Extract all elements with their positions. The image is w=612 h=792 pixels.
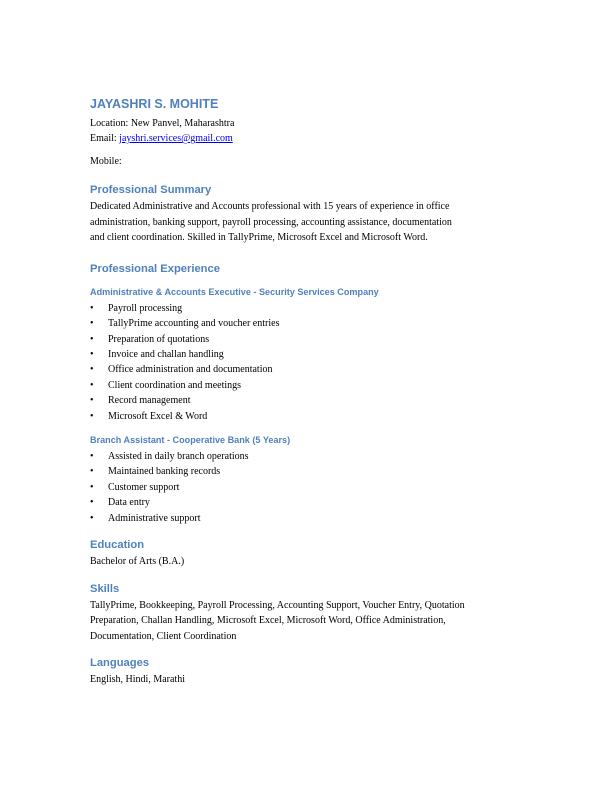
skills-heading: Skills	[90, 582, 120, 595]
skills-line: Documentation, Client Coordination	[90, 630, 237, 642]
job-bullets-security	[90, 301, 530, 424]
location-line	[90, 116, 530, 131]
bullet-icon: •	[90, 364, 94, 376]
languages-value: English, Hindi, Marathi	[90, 674, 185, 686]
bullet-icon: •	[90, 466, 94, 478]
list-item: • Administrative support	[90, 511, 530, 526]
job-title-security: Administrative & Accounts Executive - Security Services Company	[90, 286, 379, 297]
mobile-label: Mobile:	[90, 156, 122, 167]
bullet-icon: •	[90, 349, 94, 360]
bullet-icon: •	[90, 410, 94, 422]
mobile-line	[90, 154, 530, 169]
education-value: Bachelor of Arts (B.A.)	[90, 556, 185, 568]
bullet-icon: •	[90, 302, 94, 314]
job-title-bank: Branch Assistant - Cooperative Bank (5 Years)	[90, 435, 291, 446]
summary-line: and client coordination. Skilled in TallyPrime, Microsoft Excel and Microsoft Word.	[90, 232, 428, 244]
email-label: Email:	[90, 133, 117, 144]
languages-heading: Languages	[90, 657, 150, 670]
skills-paragraph	[90, 598, 530, 645]
job-bullets-bank	[90, 449, 530, 526]
bullet-icon: •	[90, 497, 94, 509]
bullet-icon: •	[90, 333, 94, 345]
experience-heading: Professional Experience	[90, 262, 220, 275]
summary-heading: Professional Summary	[90, 184, 212, 196]
list-item: • Record management	[90, 393, 530, 408]
education-heading: Education	[90, 539, 145, 552]
skills-line: Preparation, Challan Handling, Microsoft Excel, Microsoft Word, Office Administration,	[90, 615, 446, 627]
list-item: • Invoice and challan handling	[90, 347, 530, 362]
summary-paragraph	[90, 199, 530, 246]
email-link[interactable]: jayshri.services@gmail.com	[119, 133, 233, 144]
location-value: New Panvel, Maharashtra	[130, 118, 235, 129]
list-item: • Assisted in daily branch operations	[90, 449, 530, 464]
list-item: • Customer support	[90, 480, 530, 495]
list-item: • Preparation of quotations	[90, 332, 530, 347]
skills-line: TallyPrime, Bookkeeping, Payroll Processing, Accounting Support, Voucher Entry, Quotation	[90, 599, 465, 611]
resume-page	[90, 96, 530, 688]
list-item: • Data entry	[90, 495, 530, 510]
summary-line: Dedicated Administrative and Accounts professional with 15 years of experience in office	[90, 201, 450, 212]
list-item: • TallyPrime accounting and voucher entries	[90, 316, 530, 331]
bullet-icon: •	[90, 512, 94, 524]
email-line	[90, 131, 530, 146]
bullet-icon: •	[90, 318, 94, 330]
summary-line: administration, banking support, payroll processing, accounting assistance, documentation	[90, 216, 452, 228]
bullet-icon: •	[90, 451, 94, 463]
list-item: • Microsoft Excel & Word	[90, 409, 530, 424]
location-label: Location:	[90, 118, 129, 129]
list-item: • Client coordination and meetings	[90, 378, 530, 393]
candidate-name: JAYASHRI S. MOHITE	[90, 97, 219, 111]
bullet-icon: •	[90, 379, 94, 391]
list-item: • Payroll processing	[90, 301, 530, 316]
bullet-icon: •	[90, 481, 94, 493]
list-item: • Office administration and documentation	[90, 362, 530, 377]
bullet-icon: •	[90, 395, 94, 407]
list-item: • Maintained banking records	[90, 464, 530, 479]
